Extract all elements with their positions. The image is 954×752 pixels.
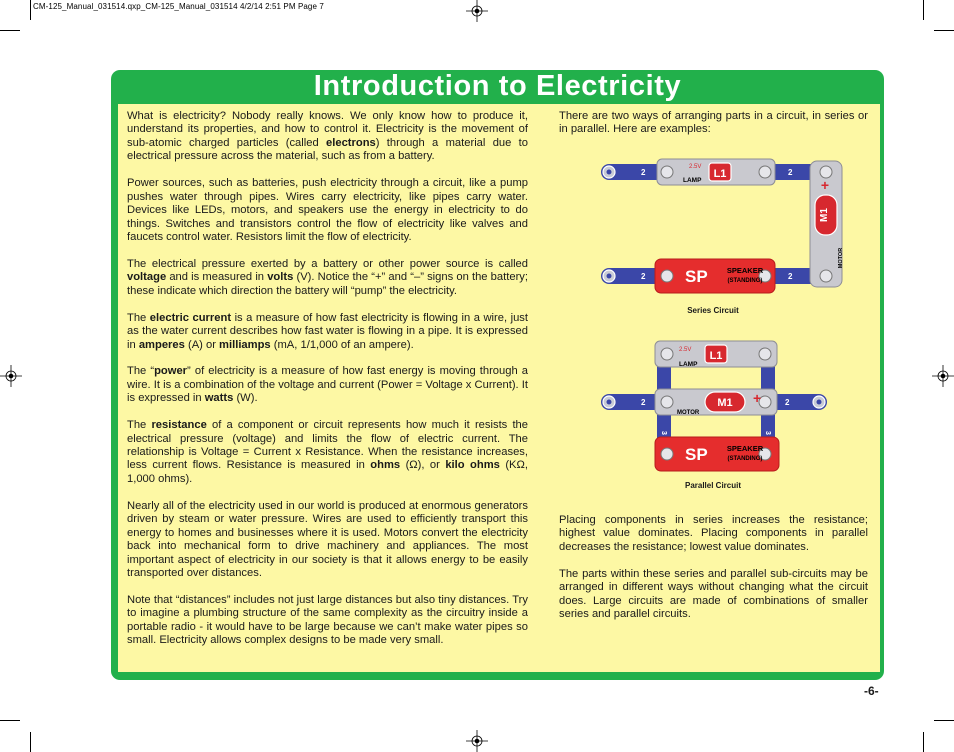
crop-mark xyxy=(934,720,954,721)
svg-text:L1: L1 xyxy=(709,350,723,362)
crop-mark xyxy=(923,0,924,20)
print-slug: CM-125_Manual_031514.qxp_CM-125_Manual_031514 4/2/14 2:51 PM Page 7 xyxy=(33,2,324,11)
svg-text:LAMP: LAMP xyxy=(683,177,702,184)
svg-text:L1: L1 xyxy=(713,168,727,180)
paragraph-series-parallel: Placing components in series increases the resistance; highest value dominates. Placing components in parallel decreases the resistance; lowest value dominates. xyxy=(559,514,868,553)
svg-text:LAMP: LAMP xyxy=(679,361,698,368)
svg-text:2: 2 xyxy=(785,398,790,407)
paragraph-distances: Note that “distances” includes not just large distances but also tiny distances. Try to imagine a plumbing structure of the same complexity as the circuitry inside a portable radio - it would have to be large because we can’t make water pipes so small. Electricity allows complex designs to be made very small. xyxy=(127,593,528,647)
page-title: Introduction to Electricity xyxy=(313,70,682,102)
svg-text:3: 3 xyxy=(660,431,667,435)
parallel-circuit-diagram xyxy=(593,339,843,475)
paragraph-circuit-intro: There are two ways of arranging parts in a circuit, in series or in parallel. Here are examples: xyxy=(559,110,868,136)
paragraph-generators: Nearly all of the electricity used in our world is produced at enormous generators driven by steam or water pressure. Wires are used to efficiently transport this energy to homes and businesses where it is used. Motors convert the electricity back into mechanical form to drive machinery and appliances. The most important aspect of electricity in our society is that it allows energy to be easily transported over distances. xyxy=(127,499,528,580)
left-column xyxy=(127,110,528,661)
svg-text:M1: M1 xyxy=(819,208,830,222)
svg-text:SP: SP xyxy=(685,445,708,464)
page-number: -6- xyxy=(864,684,879,698)
svg-text:MOTOR: MOTOR xyxy=(838,247,844,269)
svg-text:SPEAKER: SPEAKER xyxy=(726,266,764,275)
registration-mark-icon xyxy=(466,730,488,752)
paragraph-voltage: The electrical pressure exerted by a battery or other power source is called voltage and is measured in volts (V). Notice the “+” and “–” signs on the battery; these indicate which direction the battery will “pump” the electricity. xyxy=(127,257,528,297)
registration-mark-icon xyxy=(0,365,22,387)
paragraph-power-sources: Power sources, such as batteries, push electricity through a circuit, like a pump pushes water through pipes. Wires carry electricity, like pipes carry water. Devices like LEDs, motors, and speakers use the energy in electricity to do things. Switches and transistors control the flow of electricity like valves and faucets control water. Resistors limit the flow of electricity. xyxy=(127,177,528,244)
paragraph-power: The “power” of electricity is a measure of how fast energy is moving through a wire. It is a combination of the voltage and current (Power = Voltage x Current). It is expressed in watts (W). xyxy=(127,365,528,405)
svg-text:+: + xyxy=(753,390,762,406)
content-panel xyxy=(118,104,880,672)
parallel-circuit-caption: Parallel Circuit xyxy=(684,481,742,490)
svg-text:(STANDING): (STANDING) xyxy=(727,456,763,462)
paragraph-subcircuits: The parts within these series and parallel sub-circuits may be arranged in different ways without changing what the circuit does. Large circuits are made of combinations of smaller series and parallel circuits. xyxy=(559,567,868,621)
paragraph-what-is-electricity: What is electricity? Nobody really knows. We only know how to produce it, understand its properties, and how to control it. Electricity is the movement of sub-atomic charged particles (called electrons) through a material due to electrical pressure across the material, such as from a battery. xyxy=(127,110,528,163)
svg-text:3: 3 xyxy=(764,431,771,435)
crop-mark xyxy=(0,30,20,31)
svg-text:2.5V: 2.5V xyxy=(679,347,692,353)
svg-text:2: 2 xyxy=(641,398,646,407)
svg-text:SPEAKER: SPEAKER xyxy=(726,444,764,453)
page-frame xyxy=(111,70,884,680)
crop-mark xyxy=(30,0,31,20)
svg-text:SP: SP xyxy=(685,267,708,286)
svg-text:MOTOR: MOTOR xyxy=(677,410,700,416)
svg-text:+: + xyxy=(820,177,830,193)
crop-mark xyxy=(0,720,20,721)
crop-mark xyxy=(934,30,954,31)
paragraph-current: The electric current is a measure of how fast electricity is flowing in a wire, just as the water current describes how fast water is flowing in a pipe. It is expressed in amperes (A) or milliamps (mA, 1/1,000 of an ampere). xyxy=(127,311,528,351)
series-circuit-caption: Series Circuit xyxy=(687,306,739,315)
crop-mark xyxy=(923,732,924,752)
registration-mark-icon xyxy=(466,0,488,22)
paragraph-resistance: The resistance of a component or circuit represents how much it resists the electrical pressure (voltage) and limits the flow of electric current. The relationship is Voltage = Current x Resistance. When the resistance increases, less current flows. Resistance is measured in ohms (Ω), or kilo ohms (KΩ, 1,000 ohms). xyxy=(127,419,528,485)
svg-text:2: 2 xyxy=(788,272,793,281)
right-column-bottom xyxy=(559,514,868,635)
svg-text:2: 2 xyxy=(641,168,646,177)
registration-mark-icon xyxy=(932,365,954,387)
crop-mark xyxy=(30,732,31,752)
series-circuit-diagram xyxy=(593,161,843,295)
svg-text:M1: M1 xyxy=(717,397,733,409)
svg-text:2: 2 xyxy=(788,168,793,177)
svg-text:(STANDING): (STANDING) xyxy=(727,278,763,284)
svg-text:2: 2 xyxy=(641,272,646,281)
svg-text:2.5V: 2.5V xyxy=(689,164,702,170)
